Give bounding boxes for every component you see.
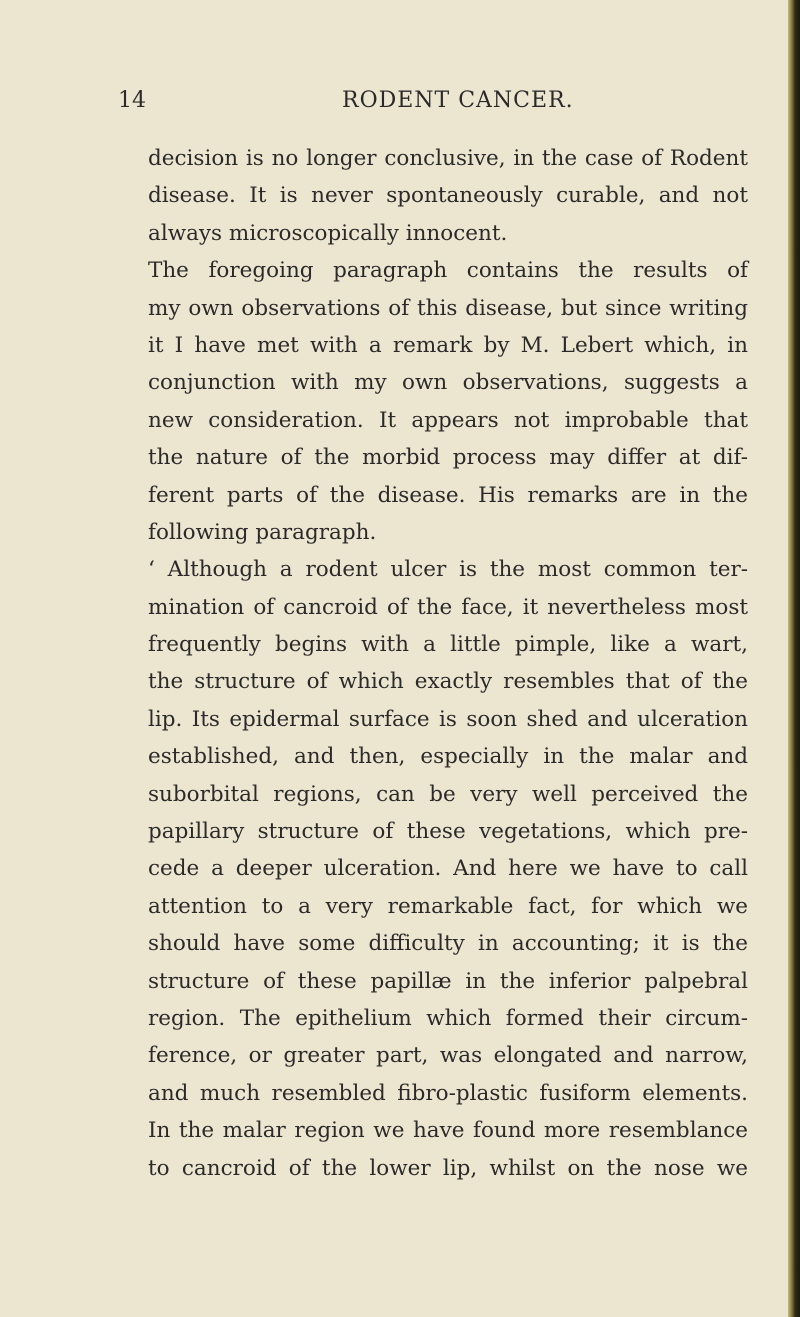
running-head: RODENT CANCER. [342,88,574,113]
text-line: always microscopically innocent. [148,220,508,246]
text-line: In the malar region we have found more resemblance [148,1118,748,1144]
text-line: following paragraph. [148,519,377,545]
text-line: attention to a very remarkable fact, for which we [148,893,748,919]
text-line: conjunction with my own observations, suggests a [148,370,748,396]
text-line: structure of these papillæ in the inferior palpebral [148,968,748,994]
text-line: cede a deeper ulceration. And here we have to call [148,856,748,882]
text-line: the structure of which exactly resembles that of the [148,669,748,695]
text-line: should have some difficulty in accounting; it is the [148,931,748,957]
text-line: decision is no longer conclusive, in the case of Rodent [148,146,748,171]
text-line: new consideration. It appears not improbable that [148,407,748,433]
text-line: papillary structure of these vegetations, which pre- [148,819,748,845]
text-line: to cancroid of the lower lip, whilst on the nose we [148,1155,748,1181]
text-line: disease. It is never spontaneously curable, and not [148,183,748,209]
text-line: ferent parts of the disease. His remarks are in the [148,482,748,508]
text-line: lip. Its epidermal surface is soon shed and ulceration [148,706,748,732]
text-line: established, and then, especially in the malar and [148,744,748,770]
binding-edge [788,0,800,1317]
page-header [118,88,748,118]
text-line: The foregoing paragraph contains the results of [148,258,748,284]
text-line: the nature of the morbid process may differ at dif- [148,445,748,471]
text-line: region. The epithelium which formed their circum- [148,1005,748,1031]
text-line: it I have met with a remark by M. Lebert which, in [148,332,748,358]
body-text [148,140,748,1187]
text-line: frequently begins with a little pimple, like a wart, [148,632,748,658]
text-line: mination of cancroid of the face, it nevertheless most [148,594,748,620]
text-line: ‘ Although a rodent ulcer is the most common ter- [148,557,748,583]
text-line: and much resembled fibro-plastic fusiform elements. [148,1080,748,1106]
text-line: my own observations of this disease, but since writing [148,295,748,321]
page-number: 14 [118,88,146,113]
text-line: suborbital regions, can be very well perceived the [148,781,748,807]
text-line: ference, or greater part, was elongated and narrow, [148,1043,748,1069]
